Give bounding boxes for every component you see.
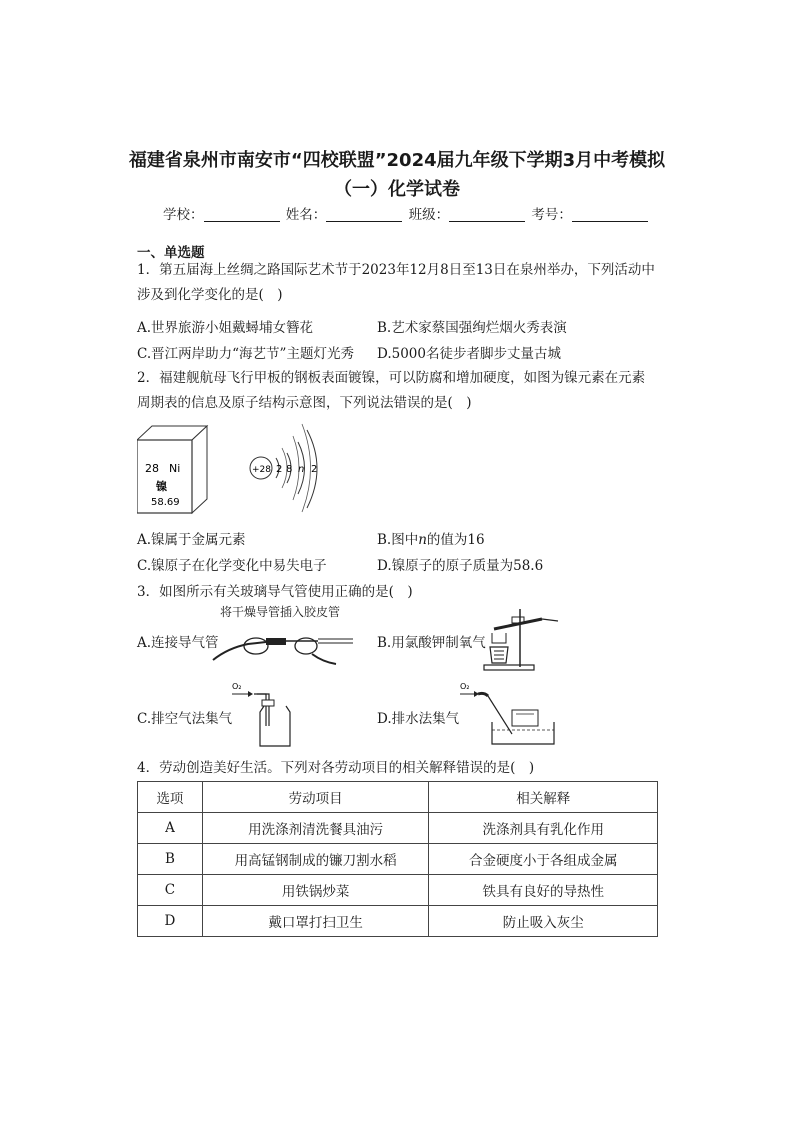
nickel-diagram <box>137 420 327 520</box>
q1-option-b: B.艺术家蔡国强绚烂烟火秀表演 <box>377 320 567 336</box>
exam-title-line1: 福建省泉州市南安市“四校联盟”2024届九年级下学期3月中考模拟 <box>128 150 666 171</box>
question-2-stem: 2．福建舰航母飞行甲板的钢板表面镀镍，可以防腐和增加硬度，如图为镍元素在元素周期表的信息及原子结构示意图，下列说法错误的是( ) <box>137 370 646 411</box>
element-symbol: Ni <box>169 462 181 475</box>
row-option: D <box>138 906 203 937</box>
exam-no-label: 考号： <box>531 207 572 223</box>
school-blank <box>204 207 280 222</box>
q2-option-b-variable: n <box>418 532 427 548</box>
header-labor-item: 劳动项目 <box>202 782 429 813</box>
air-displacement-drawing <box>230 680 310 750</box>
row-option: B <box>138 844 203 875</box>
q3-figure-a <box>208 620 358 670</box>
row-labor-item: 用洗涤剂清洗餐具油污 <box>202 813 429 844</box>
q2-option-b <box>377 528 485 548</box>
q3-figure-b <box>482 607 562 673</box>
q2-option-b-prefix: B.图中 <box>377 532 419 548</box>
shell-2-count: 8 <box>286 464 293 475</box>
q3-option-d: D.排水法集气 <box>377 711 460 727</box>
q3-d-gas-label: O₂ <box>460 682 470 691</box>
name-blank <box>326 207 402 222</box>
row-labor-item: 用铁锅炒菜 <box>202 875 429 906</box>
row-explanation: 铁具有良好的导热性 <box>429 875 658 906</box>
exam-no-blank <box>572 207 648 222</box>
row-explanation: 洗涤剂具有乳化作用 <box>429 813 658 844</box>
table-row <box>138 844 658 875</box>
q3-figure-d <box>456 680 556 750</box>
row-explanation: 合金硬度小于各组成金属 <box>429 844 658 875</box>
q3-option-c: C.排空气法集气 <box>137 711 233 727</box>
q2-option-a: A.镍属于金属元素 <box>137 532 246 548</box>
nucleus-charge: +28 <box>252 465 271 475</box>
header-explanation: 相关解释 <box>429 782 658 813</box>
name-label: 姓名： <box>285 207 327 223</box>
element-name: 镍 <box>156 480 167 493</box>
q2-option-b-suffix: 的值为16 <box>426 532 485 548</box>
row-option: C <box>138 875 203 906</box>
row-labor-item: 戴口罩打扫卫生 <box>202 906 429 937</box>
kclo3-apparatus <box>482 607 562 673</box>
q1-option-d: D.5000名徒步者脚步丈量古城 <box>377 346 561 362</box>
shell-3-count: n <box>298 464 305 475</box>
table-row <box>138 906 658 937</box>
section-heading: 一、单选题 <box>137 245 205 261</box>
class-label: 班级： <box>408 207 450 223</box>
q2-option-d: D.镍原子的原子质量为58.6 <box>377 558 544 574</box>
question-4-stem: 4．劳动创造美好生活。下列对各劳动项目的相关解释错误的是( ) <box>137 760 535 776</box>
water-displacement-drawing <box>456 680 556 750</box>
school-label: 学校： <box>163 207 204 223</box>
question-1-stem: 1．第五届海上丝绸之路国际艺术节于2023年12月8日至13日在泉州举办，下列活动中涉及到化学变化的是( ) <box>137 262 655 303</box>
q3-option-b: B.用氯酸钾制氧气 <box>377 635 486 651</box>
shell-1-count: 2 <box>276 464 283 475</box>
q3-figure-c <box>230 680 310 750</box>
header-option: 选项 <box>138 782 203 813</box>
q3-c-gas-label: O₂ <box>232 682 242 691</box>
exam-title-line2: （一）化学试卷 <box>334 179 460 200</box>
row-explanation: 防止吸入灰尘 <box>429 906 658 937</box>
q1-option-a: A.世界旅游小姐戴蟳埔女簪花 <box>137 320 314 336</box>
table-row <box>138 875 658 906</box>
row-labor-item: 用高锰钢制成的镰刀割水稻 <box>202 844 429 875</box>
class-blank <box>449 207 525 222</box>
q3-figure-a-caption: 将干燥导管插入胶皮管 <box>220 605 341 619</box>
atomic-number: 28 <box>145 462 159 475</box>
shell-4-count: 2 <box>311 464 318 475</box>
atomic-mass: 58.69 <box>151 497 180 508</box>
tube-insert-drawing <box>208 620 358 670</box>
q3-option-a: A.连接导气管 <box>137 635 219 651</box>
q1-option-c: C.晋江两岸助力“海艺节”主题灯光秀 <box>137 346 354 362</box>
row-option: A <box>138 813 203 844</box>
question-3-stem: 3．如图所示有关玻璃导气管使用正确的是( ) <box>137 584 413 600</box>
nickel-figure <box>137 420 327 520</box>
table-row <box>138 813 658 844</box>
q2-option-c: C.镍原子在化学变化中易失电子 <box>137 558 327 574</box>
student-info-line <box>163 203 650 223</box>
table-header-row <box>138 782 658 813</box>
q4-table <box>137 781 658 937</box>
